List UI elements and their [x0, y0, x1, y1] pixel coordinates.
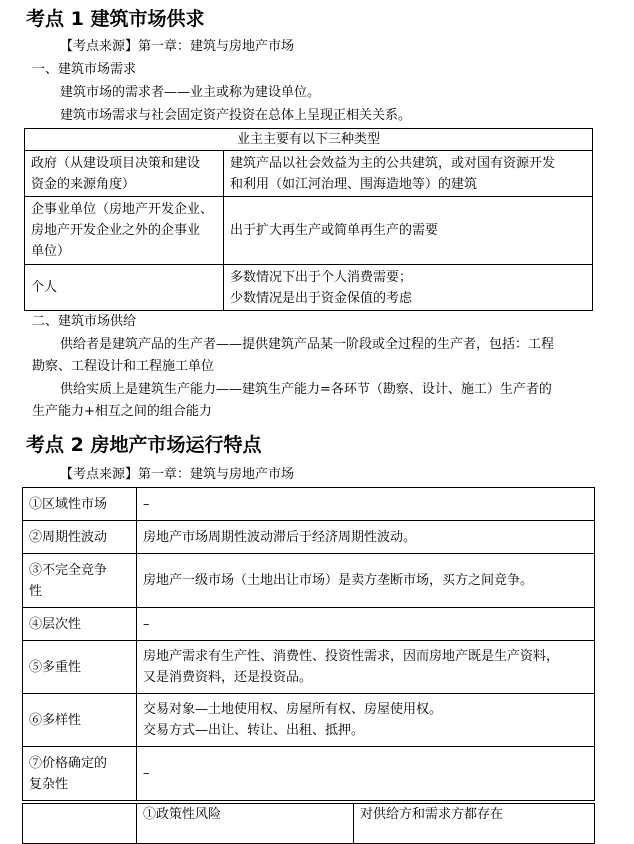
feature-desc-cell: – [137, 608, 595, 641]
owner-table-header: 业主主要有以下三种类型 [25, 129, 593, 151]
table-row [25, 265, 593, 311]
feature-label-cell: ④层次性 [23, 608, 137, 641]
feature-desc-cell: 房地产市场周期性波动滞后于经济周期性波动。 [137, 521, 595, 554]
risk-desc-cell: 对供给方和需求方都存在 [354, 804, 595, 844]
owner-types-table [24, 128, 593, 311]
feature-desc-cell: – [137, 488, 595, 521]
table-row [23, 521, 595, 554]
table-row [23, 488, 595, 521]
owner-type-cell: 政府（从建设项目决策和建设 资金的来源角度） [25, 151, 224, 197]
table-row [25, 151, 593, 197]
section2-title: 考点 2 房地产市场运行特点 [26, 434, 262, 456]
feature-desc-cell: – [137, 747, 595, 801]
table-row [23, 641, 595, 694]
owner-desc-cell: 多数情况下出于个人消费需要； 少数情况是出于资金保值的考虑 [224, 265, 593, 311]
section1-title: 考点 1 建筑市场供求 [26, 8, 205, 30]
risk-table [22, 803, 595, 844]
section2-source: 【考点来源】第一章：建筑与房地产市场 [60, 467, 295, 482]
supply-paragraph-1-line2: 勘察、工程设计和工程施工单位 [32, 359, 215, 374]
feature-label-cell: ①区域性市场 [23, 488, 137, 521]
feature-desc-cell: 房地产需求有生产性、消费性、投资性需求，因而房地产既是生产资料， 又是消费资料，还是投资品。 [137, 641, 595, 694]
risk-sub-cell: ①政策性风险 [137, 804, 354, 844]
section1-source: 【考点来源】第一章：建筑与房地产市场 [60, 39, 295, 54]
demand-heading: 一、建筑市场需求 [32, 62, 137, 77]
risk-label-cell [23, 804, 137, 844]
table-row [23, 747, 595, 801]
table-row [23, 608, 595, 641]
feature-desc-cell: 房地产一级市场（土地出让市场）是卖方垄断市场，买方之间竞争。 [137, 554, 595, 608]
market-features-table [22, 487, 595, 801]
owner-desc-cell: 建筑产品以社会效益为主的公共建筑，或对国有资源开发 和利用（如江河治理、围海造地等）的建筑 [224, 151, 593, 197]
table-row [23, 554, 595, 608]
feature-label-cell: ②周期性波动 [23, 521, 137, 554]
demand-paragraph-2: 建筑市场需求与社会固定资产投资在总体上呈现正相关关系。 [60, 108, 412, 123]
owner-type-cell: 个人 [25, 265, 224, 311]
demand-paragraph-1: 建筑市场的需求者——业主或称为建设单位。 [60, 85, 321, 100]
feature-label-cell: ⑥多样性 [23, 694, 137, 747]
supply-heading: 二、建筑市场供给 [32, 314, 137, 329]
supply-paragraph-1-line1: 供给者是建筑产品的生产者——提供建筑产品某一阶段或全过程的生产者，包括：工程 [60, 337, 555, 352]
feature-label-cell: ⑤多重性 [23, 641, 137, 694]
feature-label-cell: ③不完全竞争 性 [23, 554, 137, 608]
table-row [23, 804, 595, 844]
supply-paragraph-2-line1: 供给实质上是建筑生产能力——建筑生产能力=各环节（勘察、设计、施工）生产者的 [60, 382, 552, 397]
feature-desc-cell: 交易对象—土地使用权、房屋所有权、房屋使用权。 交易方式—出让、转让、出租、抵押。 [137, 694, 595, 747]
table-row [23, 694, 595, 747]
feature-label-cell: ⑦价格确定的 复杂性 [23, 747, 137, 801]
owner-desc-cell: 出于扩大再生产或简单再生产的需要 [224, 197, 593, 265]
owner-type-cell: 企事业单位（房地产开发企业、 房地产开发企业之外的企事业 单位） [25, 197, 224, 265]
supply-paragraph-2-line2: 生产能力+相互之间的组合能力 [32, 404, 212, 419]
table-row [25, 197, 593, 265]
